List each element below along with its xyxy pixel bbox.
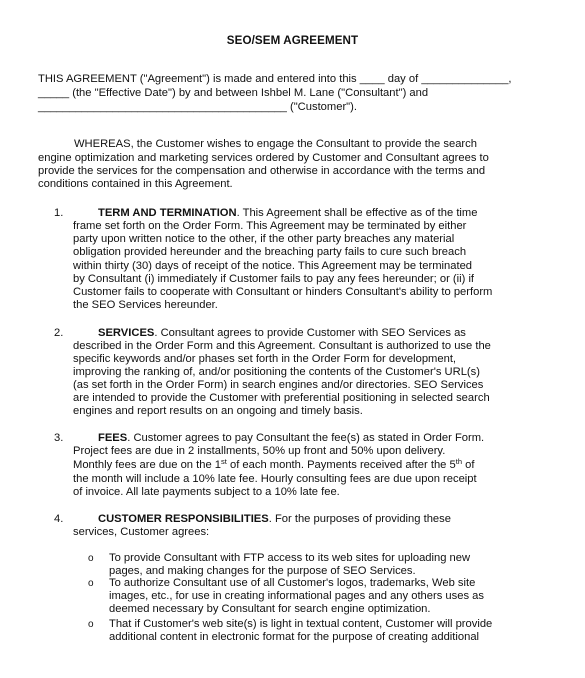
preamble-line: THIS AGREEMENT ("Agreement") is made and entered into this ____ day of ______________, — [38, 73, 512, 85]
whereas-line: provide the services for the compensation and otherwise in accordance with the terms and — [38, 165, 486, 177]
section-text: . Consultant agrees to provide Customer with SEO Services as — [154, 327, 466, 339]
section-text: of each month. Payments received after the 5 — [226, 459, 456, 471]
bullet-line: To provide Consultant with FTP access to its web sites for uploading new — [109, 552, 471, 564]
section-line: the SEO Services hereunder. — [73, 299, 218, 311]
section-line: Customer fails to cooperate with Consultant or hinders Consultant's ability to perform — [73, 286, 493, 298]
section-line — [73, 459, 474, 472]
section-line: Project fees are due in 2 installments, 50% up front and 50% upon delivery. — [73, 445, 446, 457]
section-heading: CUSTOMER RESPONSIBILITIES — [98, 513, 269, 525]
bullet-line: deemed necessary by Consultant for search engine optimization. — [109, 603, 431, 615]
whereas-line: engine optimization and marketing services ordered by Customer and Consultant agrees to — [38, 152, 489, 164]
section-line: are intended to provide the Customer with preferential positioning in selected search — [73, 392, 490, 404]
bullet-marker: o — [88, 578, 94, 589]
whereas-line: WHEREAS, the Customer wishes to engage the Consultant to provide the search — [74, 138, 477, 150]
section-text: . Customer agrees to pay Consultant the fee(s) as stated in Order Form. — [127, 432, 485, 444]
section-number: 2. — [54, 327, 64, 339]
section-line: frame set forth on the Order Form. This Agreement may be terminated by either — [73, 220, 467, 232]
section-line: engines and report results on an ongoing and timely basis. — [73, 405, 363, 417]
section-text: Monthly fees are due on the 1 — [73, 459, 222, 471]
ordinal-suffix: st — [221, 457, 227, 466]
document-title: SEO/SEM AGREEMENT — [226, 34, 359, 47]
whereas-line: conditions contained in this Agreement. — [38, 178, 233, 190]
section-line: the month will include a 10% late fee. Hourly consulting fees are due upon receipt — [73, 473, 477, 485]
section-number: 4. — [54, 513, 64, 525]
section-text: . This Agreement shall be effective as of the time — [236, 207, 478, 219]
section-line: by Consultant (i) immediately if Customer fails to pay any fees hereunder; or (ii) if — [73, 273, 475, 285]
bullet-line: images, etc., for use in creating informational pages and any others uses as — [109, 590, 484, 602]
section-text: . For the purposes of providing these — [268, 513, 451, 525]
section-number: 1. — [54, 207, 64, 219]
section-text: of — [462, 459, 475, 471]
section-heading: SERVICES — [98, 327, 155, 339]
preamble-line: _____ (the "Effective Date") by and between Ishbel M. Lane ("Consultant") and — [38, 87, 429, 99]
ordinal-suffix: th — [455, 457, 462, 466]
bullet-line: To authorize Consultant use of all Customer's logos, trademarks, Web site — [109, 577, 476, 589]
section-line: specific keywords and/or phases set forth in the Order Form for development, — [73, 353, 457, 365]
section-first-line — [98, 207, 477, 220]
section-line: obligation provided hereunder and the breaching party fails to cure such breach — [73, 246, 467, 258]
section-line: within thirty (30) days of receipt of the notice. This Agreement may be terminated — [73, 260, 473, 272]
bullet-line: additional content in electronic format for the purpose of creating additional — [109, 631, 480, 643]
bullet-marker: o — [88, 619, 94, 630]
section-line: of invoice. All late payments subject to a 10% late fee. — [73, 486, 340, 498]
section-heading: FEES — [98, 432, 128, 444]
section-line: party upon written notice to the other, if the other party breaches any material — [73, 233, 455, 245]
bullet-line: pages, and making changes for the purpose of SEO Services. — [109, 565, 416, 577]
section-line: described in the Order Form and this Agreement. Consultant is authorized to use the — [73, 340, 491, 352]
section-first-line — [98, 327, 466, 340]
section-heading: TERM AND TERMINATION — [98, 207, 237, 219]
bullet-line: That if Customer's web site(s) is light in textual content, Customer will provide — [109, 618, 493, 630]
section-first-line — [98, 513, 451, 526]
section-first-line — [98, 432, 484, 445]
section-line: services, Customer agrees: — [73, 526, 210, 538]
section-line: (as set forth in the Order Form) in search engines and/or directories. SEO Services — [73, 379, 484, 391]
section-number: 3. — [54, 432, 64, 444]
bullet-marker: o — [88, 553, 94, 564]
preamble-line: ________________________________________ ("Customer"). — [38, 101, 357, 113]
section-line: improving the ranking of, and/or positioning the contents of the Customer's URL(s) — [73, 366, 480, 378]
